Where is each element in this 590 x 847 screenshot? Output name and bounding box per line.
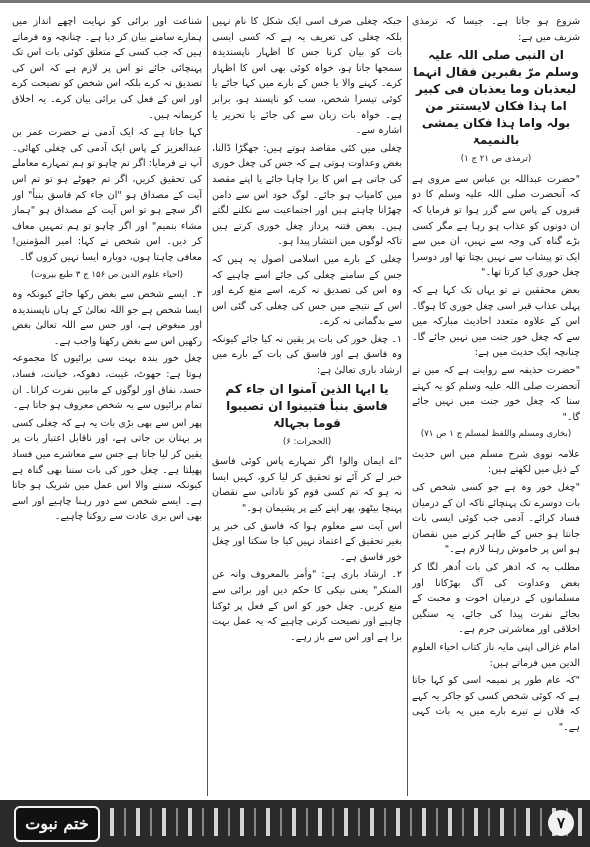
citation: (الحجرات: ۶) <box>282 436 332 447</box>
paragraph: ۲۔ ارشاد باری ہے: "وأمر بالمعروف وانہ عن المنکر" یعنی نیکی کا حکم دیں اور برائی سے منع کریں۔ چغل خور کو اس کے فعل پر ٹوکنا چاہیے اور نصیحت کرنی چاہیے کہ یہ عمل بہت برا ہے اور اس سے باز رہے۔ <box>212 569 402 643</box>
paragraph: ۳۔ ایسے شخص سے بغض رکھا جائے کیونکہ وہ ایسا شخص ہے جو اللہ تعالیٰ کے ہاں ناپسندیدہ اور مبغوض ہے، اور جس سے اللہ تعالیٰ بغض رکھیں اس سے بغض رکھنا واجب ہے۔ <box>12 289 202 347</box>
column-right <box>412 14 580 794</box>
citation: (احیاء علوم الدین ص ۱۵۶ ج ۳ طبع بیروت) <box>30 269 184 280</box>
column-left <box>12 14 202 794</box>
paragraph: چغل خور بندہ بہت سی برائیوں کا مجموعہ ہوتا ہے: جھوٹ، غیبت، دھوکہ، خیانت، فساد، حسد، نفاق اور لوگوں کے مابین نفرت کرانا۔ ان تمام برائیوں سے یہ شخص معروف ہو جاتا ہے۔ <box>12 353 202 412</box>
top-rule <box>0 0 590 3</box>
paragraph: بعض محققین نے تو یہاں تک کہا ہے کہ پہلی عذاب قبر اسی چغل خوری کا ہوگا۔ اس کے علاوہ متعدد احادیث مبارکہ میں سے کہ چغل خور جنت میں نہیں جائے گا۔ چنانچہ ایک حدیث میں ہے: <box>412 284 580 359</box>
footer-ornament <box>100 808 590 836</box>
paragraph: چغلی کے بارے میں اسلامی اصول یہ ہیں کہ جس کے سامنے چغلی کی جائے اسے چاہیے کہ وہ اس کی تصدیق نہ کرے، اسے منع کرے اور اس کے نتیجے میں جس کی چغلی کی گئی اس سے بدگمانی نہ کرے۔ <box>212 253 402 328</box>
paragraph: مطلب یہ کہ ادھر کی بات اُدھر لگا کر بغض وعداوت کی آگ بھڑکانا اور مسلمانوں کے درمیان اخوت و محبت کے بجائے نفرت پیدا کی جائے، یہ سنگین اخلاقی اور معاشرتی جرم ہے۔ <box>412 562 580 636</box>
quranic-quote: ان النبی صلی اللہ علیہ وسلم مرّ بقبرین فقال انہما لیعذبان وما یعذبان فی کبیر اما ہذا فکان لایستتر من بولہ واما ہذا فکان یمشی بالنمیمۃ <box>413 48 579 148</box>
paragraph: "اے ایمان والو! اگر تمہارے پاس کوئی فاسق خبر لے کر آئے تو تحقیق کر لیا کرو، کہیں ایسا نہ ہو کہ تم کسی قوم کو نادانی سے نقصان پہنچا بیٹھو، پھر اپنے کیے پر پشیمان ہو۔" <box>212 456 402 515</box>
paragraph: علامہ نووی شرح مسلم میں اس حدیث کے ذیل میں لکھتے ہیں: <box>412 448 580 476</box>
paragraph: جبکہ چغلی صرف اسی ایک شکل کا نام نہیں بلکہ چغلی کی تعریف یہ ہے کہ کسی ایسی بات کو بیان کرنا جس کا اظہار ناپسندیدہ سمجھا جاتا ہو، خواہ کوئی بھی اس کا اظہار کرے۔ کہنے والا یا جس کے بارے میں کہا جائے یا کوئی تیسرا شخص، سب کو ناپسند ہو، برابر ہے۔ خواہ بات زبان سے کی جائے یا تحریر یا اشارہ سے۔ <box>212 16 402 137</box>
column-middle <box>212 14 402 794</box>
column-divider <box>207 16 208 796</box>
column-divider <box>407 16 408 796</box>
paragraph: امام غزالی اپنی مایہ ناز کتاب احیاء العلوم الدین میں فرماتے ہیں: <box>412 642 580 669</box>
quranic-quote: یا ایہا الذین آمنوا ان جاء کم فاسق بنبأ فتبینوا ان تصیبوا قوما بجہالۃ <box>225 381 389 430</box>
paragraph: "حضرت حذیفہ سے روایت ہے کہ میں نے آنحضرت صلی اللہ علیہ وسلم کو یہ کہتے سنا کہ چغل خور جنت میں نہیں جائے گا۔" <box>412 364 580 423</box>
paragraph: ۱۔ چغل خور کی بات پر یقین نہ کیا جائے کیونکہ وہ فاسق ہے اور فاسق کی بات کے بارے میں ارشاد باری تعالیٰ ہے: <box>212 333 402 377</box>
footer-band <box>0 800 590 847</box>
paragraph: کہا جاتا ہے کہ ایک آدمی نے حضرت عمر بن عبدالعزیز کے پاس ایک آدمی کی چغلی کھائی۔ آپ نے فرمایا: اگر تم چاہو تو ہم تمہارے معاملے کی تحقیق کریں، اگر تم جھوٹے ہو تو تم اس آیت کے مصداق ہو "ان جاء کم فاسق بنبأ" اور اگر سچے ہو تو اس آیت کے مصداق ہو "ہماز مشاء بنمیم" اور اگر چاہو تو ہم تمہیں معاف کر دیں۔ اس شخص نے کہا: امیر المؤمنین! معافی چاہتا ہوں، دوبارہ ایسا نہیں کروں گا۔ <box>12 127 202 263</box>
magazine-logo: ختم نبوت <box>14 806 100 842</box>
page-number: ۷ <box>548 810 574 836</box>
paragraph: اس آیت سے معلوم ہوا کہ فاسق کی خبر پر بغیر تحقیق کے اعتماد نہیں کیا جا سکتا اور چغل خور فاسق ہے۔ <box>212 520 402 563</box>
paragraph: "حضرت عبداللہ بن عباس سے مروی ہے کہ آنحضرت صلی اللہ علیہ وسلم کا دو قبروں کے پاس سے گزر ہوا تو فرمایا کہ ان دونوں کو عذاب ہو رہا ہے مگر کسی بڑے گناہ کی وجہ سے نہیں، ان میں سے ایک تو پیشاب سے نہیں بچتا تھا اور دوسرا چغل خوری کیا کرتا تھا۔" <box>412 173 580 279</box>
paragraph: "چغل خور وہ ہے جو کسی شخص کی بات دوسرے تک پہنچائے تاکہ ان کے درمیان فساد کرائے۔ آدمی جب کوئی ایسی بات جانتا ہو جس کے ظاہر کرنے میں نقصان ہو اس پر خاموش رہنا لازم ہے۔" <box>412 482 580 556</box>
paragraph: شناعت اور برائی کو نہایت اچھے انداز میں ہمارے سامنے بیان کر دیا ہے۔ چنانچہ وہ فرماتے ہیں کہ جب کسی کے متعلق کوئی بات اس تک پہنچائی جائے تو اس پر لازم ہے کہ اس کی تصدیق نہ کرے بلکہ اس شخص کو نصیحت کرے اور اس کے فعل کی برائی بیان کرے۔ یہ اخلاق کریمانہ ہیں۔ <box>12 16 202 121</box>
paragraph: پھر اس سے بھی بڑی بات یہ ہے کہ چغلی کسی پر بہتان بن جاتی ہے، اور ناقابل اعتبار بات پر یقین کر لیا جاتا ہے جس سے معاشرے میں فساد پھیلتا ہے۔ چغل خور کی بات سننا بھی گناہ ہے کیونکہ سننے والا اس عمل میں شریک ہو جاتا ہے۔ ایسے شخص سے دور رہنا چاہیے اور اسے بھی اس بری عادت سے روکنا چاہیے۔ <box>12 417 202 523</box>
citation: (ترمذی ص ۲۱ ج ۱) <box>460 154 532 165</box>
citation: (بخاری ومسلم واللفظ لمسلم ج ۱ ص ۷۱) <box>420 429 572 440</box>
paragraph: شروع ہو جاتا ہے۔ جیسا کہ ترمذی شریف میں ہے: <box>412 16 580 43</box>
paragraph: "کہ عام طور پر نمیمہ اسی کو کہا جاتا ہے کہ کوئی شخص کسی کو جاکر یہ کہے کہ فلاں نے تیرے بارے میں یہ بات کہی ہے۔" <box>412 675 580 733</box>
paragraph: چغلی میں کئی مقاصد ہوتے ہیں: جھگڑا ڈالنا، بغض وعداوت ہوتی ہے کہ جس کی چغل خوری کی جاتی ہے اس کا برا چاہا جائے یا اپنے مقصد میں کامیاب ہو جائے۔ لوگ خود اس سے دامن چھڑانا چاہتے ہیں اور اجتماعیت سے نکلنے لگتے ہیں۔ بعض فتنہ پرداز چغل خوری کرتے ہیں تاکہ لوگوں میں انتشار پیدا ہو۔ <box>212 142 402 248</box>
